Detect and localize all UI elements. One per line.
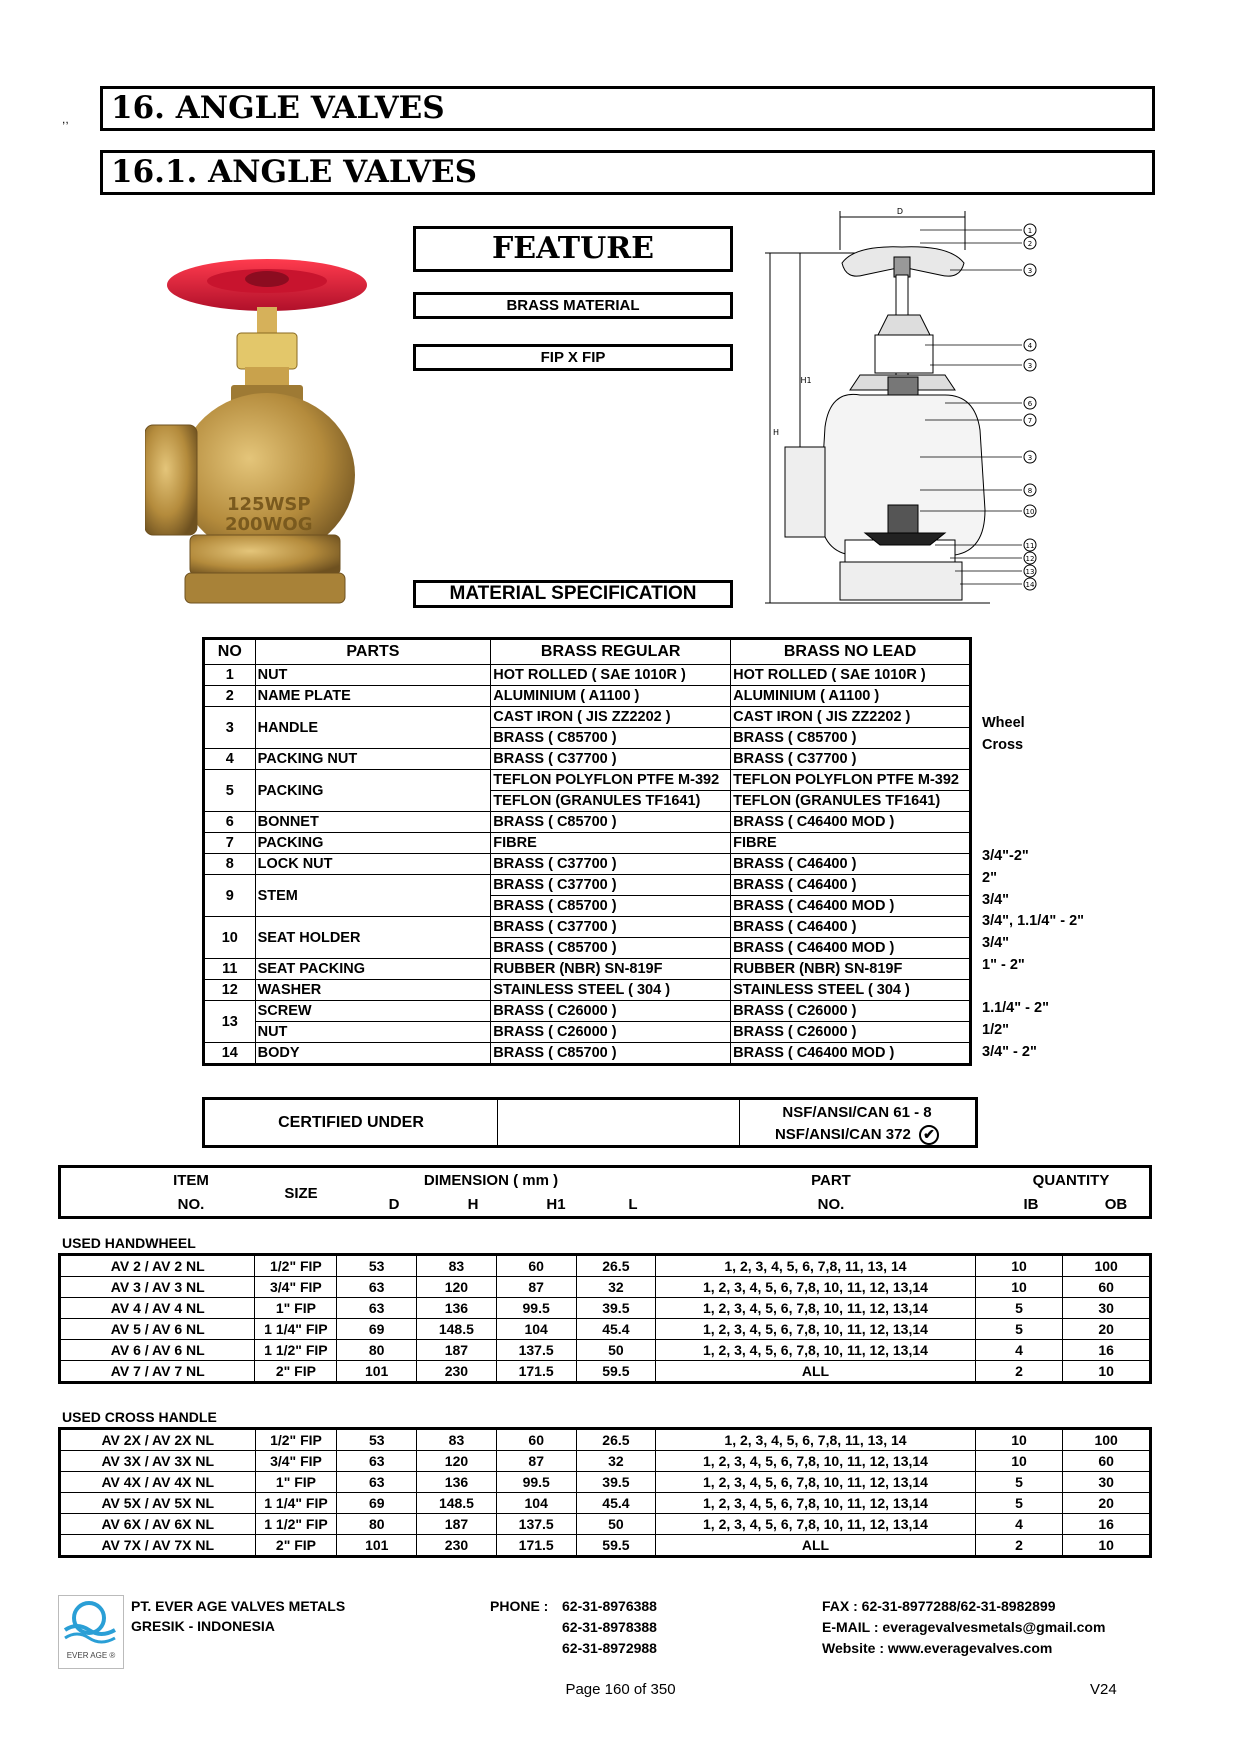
- dim-h1: 60: [496, 1255, 576, 1277]
- table-row: [204, 1022, 971, 1043]
- row-no: 4: [204, 749, 256, 770]
- row-no: 13: [204, 1001, 256, 1043]
- website-link[interactable]: Website : www.everagevalves.com: [822, 1640, 1053, 1656]
- dim-h1: 99.5: [496, 1472, 576, 1493]
- qty-ob: 10: [1063, 1535, 1151, 1557]
- qty-ob: 16: [1063, 1514, 1151, 1535]
- dim-l: 50: [576, 1514, 656, 1535]
- item-no: AV 4 / AV 4 NL: [60, 1298, 255, 1319]
- dim-d: 69: [337, 1493, 417, 1514]
- qty-ob: 10: [1063, 1361, 1151, 1383]
- page-number: Page 160 of 350: [565, 1681, 676, 1698]
- item-no: AV 4X / AV 4X NL: [60, 1472, 256, 1493]
- company-name: PT. EVER AGE VALVES METALS: [131, 1598, 346, 1614]
- size: 1 1/2" FIP: [255, 1340, 337, 1361]
- row-no-lead: ALUMINIUM ( A1100 ): [731, 686, 971, 707]
- table-row: [204, 833, 971, 854]
- table-row: [60, 1472, 1151, 1493]
- size: 1 1/4" FIP: [255, 1319, 337, 1340]
- table-row: [204, 812, 971, 833]
- wave-logo-icon: [59, 1596, 123, 1646]
- part-no: 1, 2, 3, 4, 5, 6, 7,8, 10, 11, 12, 13,14: [656, 1451, 975, 1472]
- row-no: 7: [204, 833, 256, 854]
- crosshandle-table: [58, 1427, 1152, 1558]
- row-no: 11: [204, 959, 256, 980]
- dim-h1: 171.5: [496, 1535, 576, 1557]
- row-no: 6: [204, 812, 256, 833]
- table-row: [60, 1451, 1151, 1472]
- dim-h: 230: [417, 1535, 497, 1557]
- header-h: H: [467, 1196, 479, 1213]
- callout-7: 7: [1027, 417, 1033, 425]
- size: 2" FIP: [255, 1535, 337, 1557]
- note-handle-cross: Cross: [982, 737, 1024, 753]
- dim-h1: 87: [496, 1451, 576, 1472]
- item-no: AV 5X / AV 5X NL: [60, 1493, 256, 1514]
- row-no: 1: [204, 665, 256, 686]
- part-no: 1, 2, 3, 4, 5, 6, 7,8, 10, 11, 12, 13,14: [656, 1277, 975, 1298]
- company-info: [131, 1596, 345, 1636]
- dim-d: 101: [337, 1535, 417, 1557]
- row-regular: TEFLON POLYFLON PTFE M-392: [491, 770, 731, 791]
- table-row: [60, 1319, 1151, 1340]
- note-washer-size: 1.1/4" - 2": [982, 1000, 1049, 1016]
- qty-ob: 60: [1063, 1451, 1151, 1472]
- version-label: V24: [1090, 1681, 1117, 1698]
- row-part: NUT: [255, 1022, 491, 1043]
- header-l: L: [628, 1196, 638, 1213]
- dim-h: 120: [417, 1451, 497, 1472]
- row-part: PACKING: [255, 833, 491, 854]
- callout-8: 3: [1027, 454, 1033, 462]
- row-no-lead: BRASS ( C46400 MOD ): [731, 938, 971, 959]
- size: 1/2" FIP: [255, 1429, 337, 1451]
- row-no: 14: [204, 1043, 256, 1065]
- dim-h1: 104: [496, 1319, 576, 1340]
- dim-h: 136: [417, 1472, 497, 1493]
- dim-h1: 137.5: [496, 1340, 576, 1361]
- table-row: [204, 749, 971, 770]
- row-part: NUT: [255, 665, 491, 686]
- certified-label: CERTIFIED UNDER: [278, 1114, 424, 1131]
- row-regular: TEFLON (GRANULES TF1641): [491, 791, 731, 812]
- drawing-dim-h1: H1: [800, 376, 812, 385]
- phone-2: 62-31-8978388: [562, 1619, 657, 1635]
- dim-d: 63: [337, 1277, 417, 1298]
- size: 1" FIP: [255, 1298, 337, 1319]
- row-regular: BRASS ( C26000 ): [491, 1001, 731, 1022]
- header-part-no: NO.: [817, 1196, 845, 1213]
- row-regular: FIBRE: [491, 833, 731, 854]
- table-row: [204, 707, 971, 728]
- table-row: [60, 1340, 1151, 1361]
- row-part: WASHER: [255, 980, 491, 1001]
- row-no-lead: BRASS ( C46400 ): [731, 875, 971, 896]
- certified-box: [202, 1097, 978, 1148]
- row-regular: BRASS ( C37700 ): [491, 749, 731, 770]
- size: 1 1/2" FIP: [255, 1514, 337, 1535]
- section-heading: 16. ANGLE VALVES: [100, 86, 1155, 131]
- row-no-lead: BRASS ( C46400 MOD ): [731, 896, 971, 917]
- dim-h1: 171.5: [496, 1361, 576, 1383]
- row-regular: BRASS ( C37700 ): [491, 917, 731, 938]
- dim-h: 230: [417, 1361, 497, 1383]
- part-no: 1, 2, 3, 4, 5, 6, 7,8, 10, 11, 12, 13,14: [656, 1514, 975, 1535]
- note-stem-size-2: 3/4", 1.1/4" - 2": [982, 913, 1085, 929]
- row-no-lead: BRASS ( C46400 ): [731, 917, 971, 938]
- dim-h1: 137.5: [496, 1514, 576, 1535]
- row-no: 2: [204, 686, 256, 707]
- dim-h: 83: [417, 1429, 497, 1451]
- qty-ib: 2: [975, 1361, 1063, 1383]
- part-no: 1, 2, 3, 4, 5, 6, 7,8, 10, 11, 12, 13,14: [656, 1298, 975, 1319]
- qty-ob: 60: [1063, 1277, 1151, 1298]
- checkmark-icon: ✔: [919, 1125, 939, 1145]
- size: 1" FIP: [255, 1472, 337, 1493]
- dim-h: 187: [417, 1340, 497, 1361]
- size: 3/4" FIP: [255, 1277, 337, 1298]
- stray-mark: ,,: [62, 112, 69, 126]
- header-item-no: NO.: [177, 1196, 205, 1213]
- item-no: AV 3X / AV 3X NL: [60, 1451, 256, 1472]
- callout-12: 12: [1025, 555, 1035, 563]
- table-row: [204, 917, 971, 938]
- row-no-lead: TEFLON (GRANULES TF1641): [731, 791, 971, 812]
- qty-ib: 10: [975, 1277, 1063, 1298]
- qty-ib: 10: [975, 1451, 1063, 1472]
- row-no: 9: [204, 875, 256, 917]
- row-regular: CAST IRON ( JIS ZZ2202 ): [491, 707, 731, 728]
- phone-numbers: [562, 1596, 657, 1659]
- row-no: 5: [204, 770, 256, 812]
- certified-standard-61: NSF/ANSI/CAN 61 - 8: [782, 1104, 932, 1121]
- dim-h: 148.5: [417, 1319, 497, 1340]
- phone-label: PHONE :: [490, 1598, 549, 1614]
- table-row: [60, 1535, 1151, 1557]
- dim-l: 26.5: [576, 1255, 656, 1277]
- row-regular: HOT ROLLED ( SAE 1010R ): [491, 665, 731, 686]
- qty-ob: 100: [1063, 1429, 1151, 1451]
- header-ob: OB: [1104, 1196, 1128, 1213]
- table-row: [204, 980, 971, 1001]
- row-no-lead: HOT ROLLED ( SAE 1010R ): [731, 665, 971, 686]
- row-regular: BRASS ( C85700 ): [491, 896, 731, 917]
- table-row: [204, 665, 971, 686]
- row-no-lead: CAST IRON ( JIS ZZ2202 ): [731, 707, 971, 728]
- header-ib: IB: [1023, 1196, 1039, 1213]
- size: 3/4" FIP: [255, 1451, 337, 1472]
- row-regular: BRASS ( C37700 ): [491, 854, 731, 875]
- row-part: SEAT HOLDER: [255, 917, 491, 959]
- part-no: 1, 2, 3, 4, 5, 6, 7,8, 10, 11, 12, 13,14: [656, 1472, 975, 1493]
- dim-h1: 104: [496, 1493, 576, 1514]
- item-no: AV 5 / AV 6 NL: [60, 1319, 255, 1340]
- callout-13: 13: [1025, 568, 1035, 576]
- item-no: AV 6X / AV 6X NL: [60, 1514, 256, 1535]
- item-no: AV 3 / AV 3 NL: [60, 1277, 255, 1298]
- contact-info: [822, 1596, 1105, 1659]
- phone-3: 62-31-8972988: [562, 1640, 657, 1656]
- row-no-lead: BRASS ( C26000 ): [731, 1022, 971, 1043]
- qty-ib: 10: [975, 1255, 1063, 1277]
- row-part: LOCK NUT: [255, 854, 491, 875]
- header-h1: H1: [546, 1196, 566, 1213]
- row-no-lead: BRASS ( C85700 ): [731, 728, 971, 749]
- table-row: [60, 1429, 1151, 1451]
- dim-d: 63: [337, 1298, 417, 1319]
- dim-l: 39.5: [576, 1298, 656, 1319]
- row-regular: BRASS ( C37700 ): [491, 875, 731, 896]
- row-no-lead: RUBBER (NBR) SN-819F: [731, 959, 971, 980]
- feature-brass-material: BRASS MATERIAL: [413, 292, 733, 319]
- dim-d: 63: [337, 1472, 417, 1493]
- row-no: 8: [204, 854, 256, 875]
- handwheel-title: USED HANDWHEEL: [62, 1235, 196, 1251]
- dim-d: 69: [337, 1319, 417, 1340]
- callout-1: 1: [1027, 227, 1033, 235]
- qty-ob: 20: [1063, 1493, 1151, 1514]
- header-dimension: DIMENSION ( mm ): [423, 1172, 559, 1189]
- qty-ib: 5: [975, 1472, 1063, 1493]
- header-size: SIZE: [284, 1185, 318, 1202]
- table-row: [60, 1277, 1151, 1298]
- header-item: ITEM: [173, 1172, 209, 1189]
- table-row: [204, 686, 971, 707]
- note-nut-size: 3/4" - 2": [982, 1044, 1037, 1060]
- row-regular: BRASS ( C85700 ): [491, 1043, 731, 1065]
- dim-h1: 87: [496, 1277, 576, 1298]
- dimension-header: [58, 1165, 1152, 1219]
- part-no: ALL: [656, 1361, 975, 1383]
- row-part: SCREW: [255, 1001, 491, 1022]
- dim-d: 53: [337, 1255, 417, 1277]
- note-seat-holder-size-2: 1" - 2": [982, 957, 1025, 973]
- note-handle-wheel: Wheel: [982, 715, 1025, 731]
- callout-2: 2: [1027, 240, 1033, 248]
- dim-h1: 99.5: [496, 1298, 576, 1319]
- certified-standards: [741, 1102, 973, 1146]
- table-row: [204, 854, 971, 875]
- dim-l: 45.4: [576, 1319, 656, 1340]
- table-row: [60, 1361, 1151, 1383]
- dim-l: 59.5: [576, 1535, 656, 1557]
- table-row: [204, 1043, 971, 1065]
- header-brass-regular: BRASS REGULAR: [491, 639, 731, 665]
- row-part: BODY: [255, 1043, 491, 1065]
- drawing-dim-h: H: [772, 428, 780, 437]
- qty-ob: 30: [1063, 1472, 1151, 1493]
- table-row: [60, 1493, 1151, 1514]
- row-no-lead: TEFLON POLYFLON PTFE M-392: [731, 770, 971, 791]
- row-no-lead: BRASS ( C46400 MOD ): [731, 812, 971, 833]
- material-spec-table: [202, 637, 972, 1066]
- row-no-lead: STAINLESS STEEL ( 304 ): [731, 980, 971, 1001]
- callout-6: 6: [1027, 400, 1033, 408]
- note-stem-size-1: 3/4": [982, 892, 1010, 908]
- dim-d: 80: [337, 1514, 417, 1535]
- dim-h: 136: [417, 1298, 497, 1319]
- angle-valve-photo: [145, 255, 380, 615]
- row-part: NAME PLATE: [255, 686, 491, 707]
- callout-9: 8: [1027, 487, 1033, 495]
- subsection-heading: 16.1. ANGLE VALVES: [100, 150, 1155, 195]
- dim-l: 45.4: [576, 1493, 656, 1514]
- dim-h: 83: [417, 1255, 497, 1277]
- table-row: [60, 1514, 1151, 1535]
- dim-h: 120: [417, 1277, 497, 1298]
- dim-l: 32: [576, 1451, 656, 1472]
- size: 1/2" FIP: [255, 1255, 337, 1277]
- header-part: PART: [811, 1172, 851, 1189]
- row-regular: BRASS ( C85700 ): [491, 728, 731, 749]
- dim-d: 53: [337, 1429, 417, 1451]
- dim-d: 80: [337, 1340, 417, 1361]
- row-no-lead: FIBRE: [731, 833, 971, 854]
- row-no: 12: [204, 980, 256, 1001]
- svg-text:125WSP: 125WSP: [227, 494, 311, 515]
- callout-10: 10: [1025, 508, 1035, 516]
- svg-text:200WOG: 200WOG: [225, 514, 313, 535]
- qty-ib: 2: [975, 1535, 1063, 1557]
- item-no: AV 2X / AV 2X NL: [60, 1429, 256, 1451]
- note-seat-holder-size-1: 3/4": [982, 935, 1010, 951]
- header-brass-no-lead: BRASS NO LEAD: [731, 639, 971, 665]
- callout-14: 14: [1025, 581, 1035, 589]
- row-regular: BRASS ( C26000 ): [491, 1022, 731, 1043]
- dim-h: 187: [417, 1514, 497, 1535]
- feature-fip-x-fip: FIP X FIP: [413, 344, 733, 371]
- callout-5: 3: [1027, 362, 1033, 370]
- dim-l: 50: [576, 1340, 656, 1361]
- row-part: STEM: [255, 875, 491, 917]
- qty-ib: 10: [975, 1429, 1063, 1451]
- header-d: D: [388, 1196, 400, 1213]
- crosshandle-title: USED CROSS HANDLE: [62, 1409, 217, 1425]
- callout-11: 11: [1025, 542, 1035, 550]
- material-spec-title: MATERIAL SPECIFICATION: [413, 580, 733, 608]
- company-logo: [58, 1595, 124, 1669]
- part-no: ALL: [656, 1535, 975, 1557]
- qty-ib: 4: [975, 1514, 1063, 1535]
- header-parts: PARTS: [255, 639, 491, 665]
- dim-h: 148.5: [417, 1493, 497, 1514]
- item-no: AV 6 / AV 6 NL: [60, 1340, 255, 1361]
- row-regular: STAINLESS STEEL ( 304 ): [491, 980, 731, 1001]
- row-regular: RUBBER (NBR) SN-819F: [491, 959, 731, 980]
- item-no: AV 7X / AV 7X NL: [60, 1535, 256, 1557]
- row-no-lead: BRASS ( C46400 MOD ): [731, 1043, 971, 1065]
- callout-4: 4: [1027, 342, 1033, 350]
- qty-ib: 4: [975, 1340, 1063, 1361]
- table-row: [204, 770, 971, 791]
- item-no: AV 2 / AV 2 NL: [60, 1255, 255, 1277]
- dim-d: 101: [337, 1361, 417, 1383]
- dim-d: 63: [337, 1451, 417, 1472]
- valve-cross-section-drawing: [760, 205, 1050, 605]
- logo-text: EVER AGE ®: [66, 1651, 116, 1660]
- qty-ib: 5: [975, 1493, 1063, 1514]
- table-row: [60, 1298, 1151, 1319]
- row-no-lead: BRASS ( C37700 ): [731, 749, 971, 770]
- dim-h1: 60: [496, 1429, 576, 1451]
- row-no-lead: BRASS ( C46400 ): [731, 854, 971, 875]
- size: 1 1/4" FIP: [255, 1493, 337, 1514]
- row-regular: ALUMINIUM ( A1100 ): [491, 686, 731, 707]
- row-part: PACKING NUT: [255, 749, 491, 770]
- dim-l: 26.5: [576, 1429, 656, 1451]
- row-regular: BRASS ( C85700 ): [491, 812, 731, 833]
- qty-ob: 100: [1063, 1255, 1151, 1277]
- phone-1: 62-31-8976388: [562, 1598, 657, 1614]
- email-link[interactable]: E-MAIL : everagevalvesmetals@gmail.com: [822, 1619, 1106, 1635]
- table-row: [204, 959, 971, 980]
- table-row: [204, 1001, 971, 1022]
- dim-l: 32: [576, 1277, 656, 1298]
- drawing-dim-d: D: [896, 207, 904, 216]
- note-screw-size: 1/2": [982, 1022, 1010, 1038]
- handwheel-table: [58, 1253, 1152, 1384]
- dim-l: 39.5: [576, 1472, 656, 1493]
- dim-l: 59.5: [576, 1361, 656, 1383]
- row-regular: BRASS ( C85700 ): [491, 938, 731, 959]
- row-part: HANDLE: [255, 707, 491, 749]
- qty-ob: 16: [1063, 1340, 1151, 1361]
- qty-ob: 30: [1063, 1298, 1151, 1319]
- item-no: AV 7 / AV 7 NL: [60, 1361, 255, 1383]
- feature-title: FEATURE: [413, 226, 733, 272]
- header-no: NO: [204, 639, 256, 665]
- row-no-lead: BRASS ( C26000 ): [731, 1001, 971, 1022]
- company-location: GRESIK - INDONESIA: [131, 1618, 275, 1634]
- row-no: 10: [204, 917, 256, 959]
- row-part: BONNET: [255, 812, 491, 833]
- part-no: 1, 2, 3, 4, 5, 6, 7,8, 10, 11, 12, 13,14: [656, 1340, 975, 1361]
- row-part: PACKING: [255, 770, 491, 812]
- table-row: [60, 1255, 1151, 1277]
- part-no: 1, 2, 3, 4, 5, 6, 7,8, 10, 11, 12, 13,14: [656, 1493, 975, 1514]
- callout-3: 3: [1027, 267, 1033, 275]
- material-table-header: [204, 639, 971, 665]
- qty-ib: 5: [975, 1298, 1063, 1319]
- fax: FAX : 62-31-8977288/62-31-8982899: [822, 1598, 1056, 1614]
- header-quantity: QUANTITY: [1032, 1172, 1110, 1189]
- table-row: [204, 875, 971, 896]
- row-part: SEAT PACKING: [255, 959, 491, 980]
- qty-ob: 20: [1063, 1319, 1151, 1340]
- part-no: 1, 2, 3, 4, 5, 6, 7,8, 11, 13, 14: [656, 1255, 975, 1277]
- certified-standard-372: NSF/ANSI/CAN 372: [774, 1126, 911, 1143]
- note-lock-nut-size: 2": [982, 870, 997, 886]
- part-no: 1, 2, 3, 4, 5, 6, 7,8, 10, 11, 12, 13,14: [656, 1319, 975, 1340]
- part-no: 1, 2, 3, 4, 5, 6, 7,8, 11, 13, 14: [656, 1429, 975, 1451]
- note-packing-size: 3/4"-2": [982, 848, 1029, 864]
- size: 2" FIP: [255, 1361, 337, 1383]
- qty-ib: 5: [975, 1319, 1063, 1340]
- row-no: 3: [204, 707, 256, 749]
